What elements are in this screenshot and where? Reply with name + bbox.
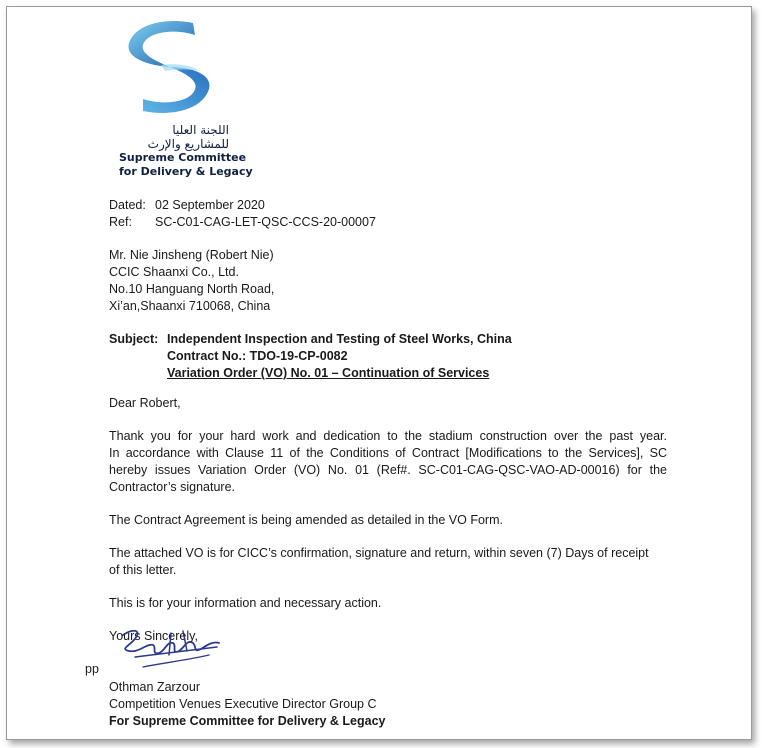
para4: This is for your information and necessary action. xyxy=(109,596,382,610)
signatory-name: Othman Zarzour xyxy=(109,680,201,694)
sign-off: Yours Sincerely, xyxy=(109,629,198,643)
para3-line2: of this letter. xyxy=(109,563,177,577)
dated-label: Dated: xyxy=(109,198,146,212)
recipient-company: CCIC Shaanxi Co., Ltd. xyxy=(109,265,239,279)
para1-line2: In accordance with Clause 11 of the Conditions of Contract [Modifications to the Services], SC xyxy=(109,446,667,460)
ref-value: SC-C01-CAG-LET-QSC-CCS-20-00007 xyxy=(155,215,376,229)
recipient-address2: Xi’an,Shaanxi 710068, China xyxy=(109,299,271,313)
pp-mark: pp xyxy=(85,662,99,676)
para3-line1: The attached VO is for CICC’s confirmation, signature and return, within seven (7) Days of receipt xyxy=(109,546,649,560)
dated-value: 02 September 2020 xyxy=(155,198,265,212)
recipient-name: Mr. Nie Jinsheng (Robert Nie) xyxy=(109,248,274,262)
subject-variation: Variation Order (VO) No. 01 – Continuation of Services xyxy=(167,366,490,380)
para1-line3: hereby issues Variation Order (VO) No. 01 (Ref#. SC-C01-CAG-QSC-VAO-AD-00016) for the xyxy=(109,463,667,477)
para1-line1: Thank you for your hard work and dedication to the stadium construction over the past year. xyxy=(109,429,667,443)
subject-contract: Contract No.: TDO-19-CP-0082 xyxy=(167,349,348,363)
signatory-title: Competition Venues Executive Director Group C xyxy=(109,697,377,711)
sc-logo-mark-icon xyxy=(115,17,225,117)
salutation: Dear Robert, xyxy=(109,396,181,410)
para1-line4: Contractor’s signature. xyxy=(109,480,235,494)
sc-logo xyxy=(115,17,253,192)
recipient-address1: No.10 Hanguang North Road, xyxy=(109,282,275,296)
letter-page xyxy=(6,6,752,740)
logo-arabic-line2: للمشاريع والإرث xyxy=(147,137,229,151)
subject-line1: Independent Inspection and Testing of Steel Works, China xyxy=(167,332,512,346)
signatory-org: For Supreme Committee for Delivery & Legacy xyxy=(109,714,386,728)
para2: The Contract Agreement is being amended as detailed in the VO Form. xyxy=(109,513,503,527)
subject-label: Subject: xyxy=(109,332,159,346)
ref-label: Ref: xyxy=(109,215,132,229)
logo-english-line2: for Delivery & Legacy xyxy=(119,165,253,178)
logo-arabic-line1: اللجنة العليا xyxy=(172,123,229,137)
logo-english-line1: Supreme Committee xyxy=(119,151,247,164)
handwritten-signature xyxy=(113,621,223,679)
